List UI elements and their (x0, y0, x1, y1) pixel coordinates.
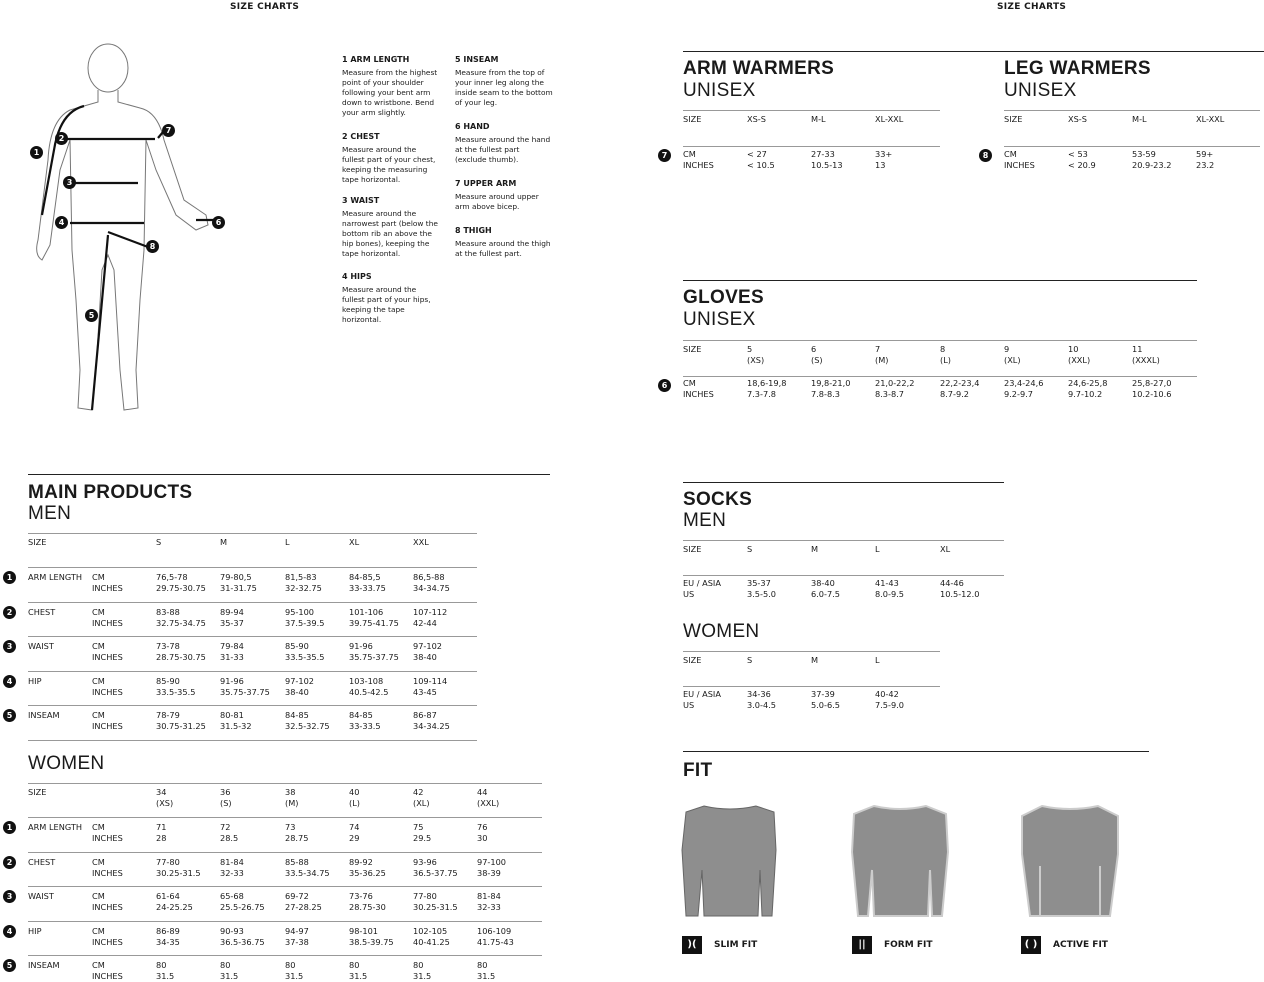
socks-women-sub: WOMEN (683, 621, 760, 642)
women-cell: 76 30 (477, 822, 488, 843)
men-row-label-4: INSEAM (28, 710, 60, 721)
women-cell: 94-97 37-38 (285, 925, 309, 947)
measure-head-3: 3 WAIST (342, 196, 380, 205)
women-row-rule (28, 852, 542, 853)
women-cell: 69-72 27-28.25 (285, 891, 322, 913)
women-head-3: 38 (M) (285, 787, 299, 808)
measure-body-8: Measure around the thigh at the fullest part. (455, 239, 551, 258)
men-cell: 80-81 31.5-32 (220, 710, 252, 732)
men-cell: 86-87 34-34.25 (413, 710, 450, 732)
men-row-badge-0: 1 (3, 571, 16, 584)
men-head-4: XL (349, 537, 360, 547)
men-row-badge-1: 2 (3, 606, 16, 619)
women-cell: 80 31.5 (477, 960, 496, 982)
socks-men-cell-3: 44-46 10.5-12.0 (940, 578, 980, 599)
leg-head-2: M-L (1132, 114, 1147, 124)
arm-header-rule (683, 146, 940, 147)
men-cell: 97-102 38-40 (285, 675, 315, 697)
women-cell: 86-89 34-35 (156, 925, 180, 947)
socks-men-head-3: L (875, 544, 880, 554)
body-figure (20, 40, 240, 420)
women-row-badge-0: 1 (3, 821, 16, 834)
arm-head-3: XL-XXL (875, 114, 904, 124)
arm-cell-2: 33+ 13 (875, 149, 893, 170)
leg-head-0: SIZE (1004, 114, 1023, 124)
socks-women-cell-2: 40-42 7.5-9.0 (875, 689, 904, 710)
women-cell: 77-80 30.25-31.5 (413, 891, 458, 913)
men-cell: 84-85 32.5-32.75 (285, 710, 330, 732)
slim-fit-shirt-icon (680, 800, 780, 922)
women-row-rule (28, 921, 542, 922)
women-cell: 90-93 36.5-36.75 (220, 925, 265, 947)
socks-men-cell-2: 41-43 8.0-9.5 (875, 578, 904, 599)
women-cell: 97-100 38-39 (477, 856, 507, 878)
gloves-head-5: 9 (XL) (1004, 344, 1021, 365)
men-cell: 101-106 39.75-41.75 (349, 606, 399, 628)
men-cell: 103-108 40.5-42.5 (349, 675, 389, 697)
socks-women-cell-1: 37-39 5.0-6.5 (811, 689, 840, 710)
men-row-label-0: ARM LENGTH (28, 572, 83, 582)
men-cell: 79-84 31-33 (220, 641, 244, 663)
men-row-units-2: CM INCHES (92, 641, 123, 663)
women-cell: 80 31.5 (220, 960, 239, 982)
socks-women-rule (683, 686, 940, 687)
slim-fit-icon: )( (682, 936, 702, 954)
women-head-6: 44 (XXL) (477, 787, 500, 808)
measure-body-2: Measure around the fullest part of your chest, keeping the measuring tape horizontal. (342, 145, 436, 184)
gloves-cell-4: 23,4-24,6 9.2-9.7 (1004, 378, 1044, 399)
measure-head-6: 6 HAND (455, 122, 490, 131)
leg-cell-1: 53-59 20.9-23.2 (1132, 149, 1172, 170)
men-row-badge-3: 4 (3, 675, 16, 688)
men-row-units-0: CM INCHES (92, 572, 123, 593)
women-cell: 80 31.5 (349, 960, 368, 982)
women-row-label-1: CHEST (28, 856, 56, 867)
active-fit-shirt-icon (1020, 800, 1120, 922)
form-fit-shirt-icon (850, 800, 950, 922)
arm-warmers-title: ARM WARMERS (683, 58, 835, 79)
men-cell: 91-96 35.75-37.75 (220, 675, 270, 697)
arm-units: CM INCHES (683, 149, 714, 170)
women-cell: 89-92 35-36.25 (349, 856, 386, 878)
arm-row-badge: 7 (658, 149, 671, 162)
women-row-rule (28, 955, 542, 956)
men-cell: 95-100 37.5-39.5 (285, 606, 325, 628)
measure-body-7: Measure around upper arm above bicep. (455, 192, 539, 211)
women-cell: 80 31.5 (285, 960, 304, 982)
arm-head-0: SIZE (683, 114, 702, 124)
women-head-2: 36 (S) (220, 787, 232, 808)
women-row-badge-4: 5 (3, 959, 16, 972)
women-row-label-3: HIP (28, 925, 42, 936)
gloves-sub: UNISEX (683, 309, 756, 330)
women-head-5: 42 (XL) (413, 787, 430, 808)
active-fit-label: ACTIVE FIT (1053, 940, 1108, 950)
gloves-cell-2: 21,0-22,2 8.3-8.7 (875, 378, 915, 399)
men-cell: 81,5-83 32-32.75 (285, 572, 322, 593)
women-cell: 74 29 (349, 822, 360, 843)
gloves-cell-1: 19,8-21,0 7.8-8.3 (811, 378, 851, 399)
men-row-rule (28, 602, 477, 603)
socks-men-cell-1: 38-40 6.0-7.5 (811, 578, 840, 599)
women-row-badge-1: 2 (3, 856, 16, 869)
women-cell: 93-96 36.5-37.75 (413, 856, 458, 878)
men-row-units-1: CM INCHES (92, 606, 123, 628)
men-row-rule (28, 567, 477, 568)
men-head-2: M (220, 537, 228, 547)
women-size-head: SIZE (28, 787, 47, 797)
badge-6: 6 (212, 216, 225, 229)
women-row-units-1: CM INCHES (92, 856, 123, 878)
measure-body-5: Measure from the top of your inner leg along the inside seam to the bottom of your leg. (455, 68, 553, 107)
measure-head-5: 5 INSEAM (455, 55, 499, 64)
measure-body-4: Measure around the fullest part of your hips, keeping the tape horizontal. (342, 285, 431, 324)
gloves-head-6: 10 (XXL) (1068, 344, 1091, 365)
men-row-units-4: CM INCHES (92, 710, 123, 732)
gloves-title: GLOVES (683, 287, 764, 308)
women-cell: 61-64 24-25.25 (156, 891, 193, 913)
leg-cell-2: 59+ 23.2 (1196, 149, 1215, 170)
leg-head-3: XL-XXL (1196, 114, 1225, 124)
measure-head-1: 1 ARM LENGTH (342, 55, 410, 64)
women-cell: 98-101 38.5-39.75 (349, 925, 394, 947)
women-cell: 80 31.5 (156, 960, 175, 982)
leg-head-1: XS-S (1068, 114, 1087, 124)
badge-8: 8 (146, 240, 159, 253)
men-row-rule (28, 636, 477, 637)
men-cell: 83-88 32.75-34.75 (156, 606, 206, 628)
leg-warmers-title: LEG WARMERS (1004, 58, 1151, 79)
women-row-badge-2: 3 (3, 890, 16, 903)
men-row-label-2: WAIST (28, 641, 54, 652)
arm-warmers-sub: UNISEX (683, 80, 756, 101)
main-women-sub: WOMEN (28, 753, 105, 774)
gloves-cell-6: 25,8-27,0 10.2-10.6 (1132, 378, 1172, 399)
socks-men-head-1: S (747, 544, 753, 554)
women-cell: 73 28.75 (285, 822, 309, 843)
leg-warmers-sub: UNISEX (1004, 80, 1077, 101)
men-end-rule (28, 740, 477, 741)
socks-men-cell-0: 35-37 3.5-5.0 (747, 578, 776, 599)
women-cell: 75 29.5 (413, 822, 432, 843)
men-cell: 91-96 35.75-37.75 (349, 641, 399, 663)
men-cell: 85-90 33.5-35.5 (156, 675, 196, 697)
form-fit-icon: || (852, 936, 872, 954)
gloves-cell-3: 22,2-23,4 8.7-9.2 (940, 378, 980, 399)
men-row-rule (28, 705, 477, 706)
page-header-left: SIZE CHARTS (230, 2, 300, 12)
men-row-label-3: HIP (28, 675, 42, 686)
women-row-units-3: CM INCHES (92, 925, 123, 947)
women-row-label-2: WAIST (28, 891, 54, 902)
gloves-head-1: 5 (XS) (747, 344, 765, 365)
slim-fit-label: SLIM FIT (714, 940, 758, 950)
women-cell: 72 28.5 (220, 822, 239, 843)
measure-head-8: 8 THIGH (455, 226, 492, 235)
women-row-units-2: CM INCHES (92, 891, 123, 913)
socks-women-head-1: S (747, 655, 753, 665)
men-cell: 107-112 42-44 (413, 606, 448, 628)
women-cell: 85-88 33.5-34.75 (285, 856, 330, 878)
leg-units: CM INCHES (1004, 149, 1035, 170)
women-cell: 106-109 41.75-43 (477, 925, 514, 947)
gloves-head-4: 8 (L) (940, 344, 951, 365)
men-head-5: XXL (413, 537, 429, 547)
arm-head-1: XS-S (747, 114, 766, 124)
men-row-rule (28, 671, 477, 672)
socks-men-sub: MEN (683, 510, 727, 531)
men-cell: 86,5-88 34-34.75 (413, 572, 450, 593)
socks-men-head-2: M (811, 544, 819, 554)
arm-cell-0: < 27 < 10.5 (747, 149, 775, 170)
women-cell: 81-84 32-33 (477, 891, 501, 913)
gloves-units: CM INCHES (683, 378, 714, 399)
men-cell: 78-79 30.75-31.25 (156, 710, 206, 732)
fit-title: FIT (683, 760, 713, 781)
men-cell: 84-85 33-33.5 (349, 710, 381, 732)
measure-body-1: Measure from the highest point of your shoulder following your bent arm down to wristbone. Bend your arm slightly. (342, 68, 438, 117)
men-cell: 79-80,5 31-31.75 (220, 572, 257, 593)
leg-row-badge: 8 (979, 149, 992, 162)
leg-cell-0: < 53 < 20.9 (1068, 149, 1096, 170)
arm-head-2: M-L (811, 114, 826, 124)
badge-3: 3 (63, 176, 76, 189)
socks-men-head-0: SIZE (683, 544, 702, 554)
gloves-head-3: 7 (M) (875, 344, 889, 365)
badge-2: 2 (55, 132, 68, 145)
socks-men-rule (683, 575, 1004, 576)
men-cell: 109-114 43-45 (413, 675, 448, 697)
women-head-4: 40 (L) (349, 787, 360, 808)
socks-women-units: EU / ASIA US (683, 689, 721, 710)
men-row-units-3: CM INCHES (92, 675, 123, 697)
men-cell: 97-102 38-40 (413, 641, 443, 663)
women-cell: 80 31.5 (413, 960, 432, 982)
men-row-badge-4: 5 (3, 709, 16, 722)
women-cell: 102-105 40-41.25 (413, 925, 450, 947)
leg-header-rule (1004, 146, 1260, 147)
gloves-head-2: 6 (S) (811, 344, 823, 365)
badge-7: 7 (162, 124, 175, 137)
socks-women-head-2: M (811, 655, 819, 665)
main-products-title: MAIN PRODUCTS (28, 482, 193, 503)
men-cell: 89-94 35-37 (220, 606, 244, 628)
men-row-badge-2: 3 (3, 640, 16, 653)
women-row-units-0: CM INCHES (92, 822, 123, 843)
women-cell: 71 28 (156, 822, 167, 843)
main-men-sub: MEN (28, 503, 72, 524)
socks-women-head-3: L (875, 655, 880, 665)
badge-4: 4 (55, 216, 68, 229)
men-cell: 73-78 28.75-30.75 (156, 641, 206, 663)
badge-1: 1 (30, 146, 43, 159)
socks-women-head-0: SIZE (683, 655, 702, 665)
gloves-header-rule (683, 376, 1197, 377)
men-head-1: S (156, 537, 162, 547)
women-cell: 81-84 32-33 (220, 856, 244, 878)
women-row-rule (28, 886, 542, 887)
arm-cell-1: 27-33 10.5-13 (811, 149, 843, 170)
page-header-right: SIZE CHARTS (997, 2, 1067, 12)
socks-title: SOCKS (683, 489, 753, 510)
badge-5: 5 (85, 309, 98, 322)
women-head-1: 34 (XS) (156, 787, 174, 808)
women-row-label-4: INSEAM (28, 960, 60, 971)
men-cell: 84-85,5 33-33.75 (349, 572, 386, 593)
measure-head-7: 7 UPPER ARM (455, 179, 517, 188)
socks-women-cell-0: 34-36 3.0-4.5 (747, 689, 776, 710)
measure-head-2: 2 CHEST (342, 132, 380, 141)
measure-head-4: 4 HIPS (342, 272, 372, 281)
form-fit-label: FORM FIT (884, 940, 933, 950)
women-row-badge-3: 4 (3, 925, 16, 938)
men-cell: 85-90 33.5-35.5 (285, 641, 325, 663)
women-row-units-4: CM INCHES (92, 960, 123, 982)
measure-body-6: Measure around the hand at the fullest part (exclude thumb). (455, 135, 551, 164)
men-size-head: SIZE (28, 537, 47, 547)
women-cell: 73-76 28.75-30 (349, 891, 386, 913)
men-row-label-1: CHEST (28, 606, 56, 617)
women-row-rule (28, 817, 542, 818)
women-cell: 77-80 30.25-31.5 (156, 856, 201, 878)
measure-body-3: Measure around the narrowest part (below the bottom rib an above the hip bones), keeping the tape horizontal. (342, 209, 438, 258)
gloves-head-0: SIZE (683, 344, 702, 354)
women-row-label-0: ARM LENGTH (28, 822, 83, 832)
socks-men-units: EU / ASIA US (683, 578, 721, 599)
gloves-cell-0: 18,6-19,8 7.3-7.8 (747, 378, 787, 399)
men-head-3: L (285, 537, 290, 547)
men-cell: 76,5-78 29.75-30.75 (156, 572, 206, 593)
gloves-row-badge: 6 (658, 379, 671, 392)
active-fit-icon: ( ) (1021, 936, 1041, 954)
gloves-cell-5: 24,6-25,8 9.7-10.2 (1068, 378, 1108, 399)
socks-men-head-4: XL (940, 544, 951, 554)
gloves-head-7: 11 (XXXL) (1132, 344, 1160, 365)
women-cell: 65-68 25.5-26.75 (220, 891, 265, 913)
